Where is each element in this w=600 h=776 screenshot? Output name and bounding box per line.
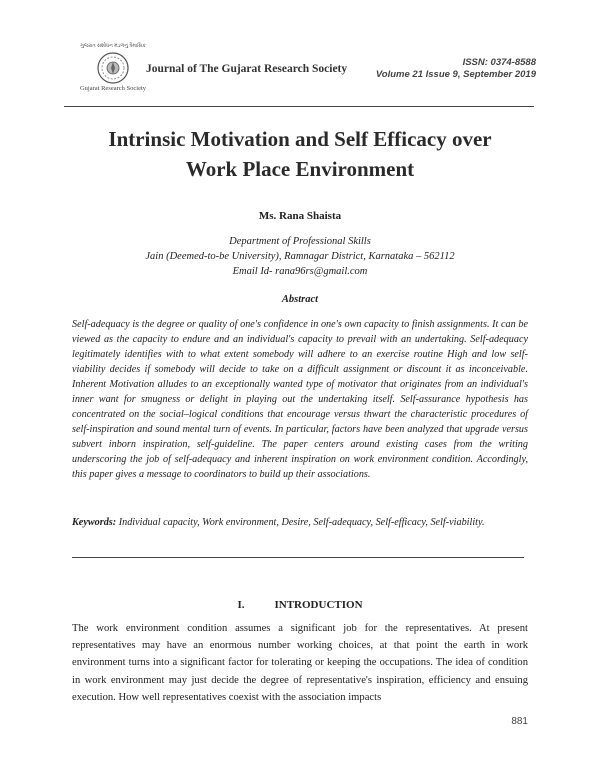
society-emblem-icon: [96, 51, 130, 85]
keywords-label: Keywords:: [72, 517, 117, 528]
abstract-text: Self-adequacy is the degree or quality of one's confidence in one's own capacity to finish assignments. It can be viewed as the capacity to endure and an individual's capacity to prevail with an undertaking. Self-adequacy legitimately identifies with to what extent somebody will adhere to an exercise routine High and low self-viability decides if somebody will decide to take on a difficult assignment or discount it as inconceivable. Inherent Motivation alludes to an exceptionally wanted type of motivator that originates from an individual's inner want for smugness or delight in playing out the undertaking itself. Self-assurance hypothesis has concentrated on the social–logical conditions that encourage versus thwart the characteristic procedures of self-inspiration and sound mental turn of events. In particular, factors have been analyzed that upgrade versus subvert inborn inspiration, self-guideline. The paper centers around existing cases from the writing underscoring the job of self-adequacy and inherent inspiration on work environment condition. Accordingly, this paper gives a message to coordinators to build up their associations.: [72, 319, 528, 480]
section-body-text: The work environment condition assumes a significant job for the representatives. At present representatives may have an enormous number working choices, at that point the earth in work environment turns into a significant factor for tolerating or keeping the occupations. The idea of condition in work environment may just decide the degree of representative's inspiration, efficiency and ensuing execution. How well representatives coexist with the association impacts: [72, 623, 528, 703]
logo-name: Gujarat Research Society: [79, 85, 147, 92]
section-number: I.: [237, 599, 245, 611]
header-divider: [64, 106, 534, 107]
author-affiliation: [0, 234, 600, 279]
volume-text: Volume 21 Issue 9, September 2019: [375, 69, 536, 80]
paper-title: [40, 124, 560, 184]
section-heading: [0, 599, 600, 611]
abstract-heading: Abstract: [281, 294, 319, 305]
keywords: [72, 515, 528, 530]
affiliation-department: Department of Professional Skills: [229, 236, 371, 247]
affiliation-university: Jain (Deemed-to-be University), Ramnagar District, Karnataka – 562112: [145, 251, 455, 262]
page-number: 881: [511, 716, 528, 727]
author-name: Ms. Rana Shaista: [258, 210, 342, 222]
journal-name: Journal of The Gujarat Research Society: [146, 63, 348, 75]
section-title: INTRODUCTION: [274, 599, 363, 611]
title-line-1: Intrinsic Motivation and Self Efficacy over: [108, 127, 492, 151]
affiliation-email: Email Id- rana96rs@gmail.com: [232, 266, 368, 277]
abstract-divider: [72, 557, 524, 558]
journal-issn-block: [376, 57, 536, 81]
issn-text: ISSN: 0374-8588: [462, 57, 536, 68]
title-line-2: Work Place Environment: [185, 157, 415, 181]
society-logo: [74, 44, 152, 93]
keywords-text: Individual capacity, Work environment, Desire, Self-adequacy, Self-efficacy, Self-viability.: [116, 517, 485, 528]
logo-top-text: ગુજરાત સંશોધન મંડળનું ત્રૈમાસિક: [80, 44, 146, 49]
